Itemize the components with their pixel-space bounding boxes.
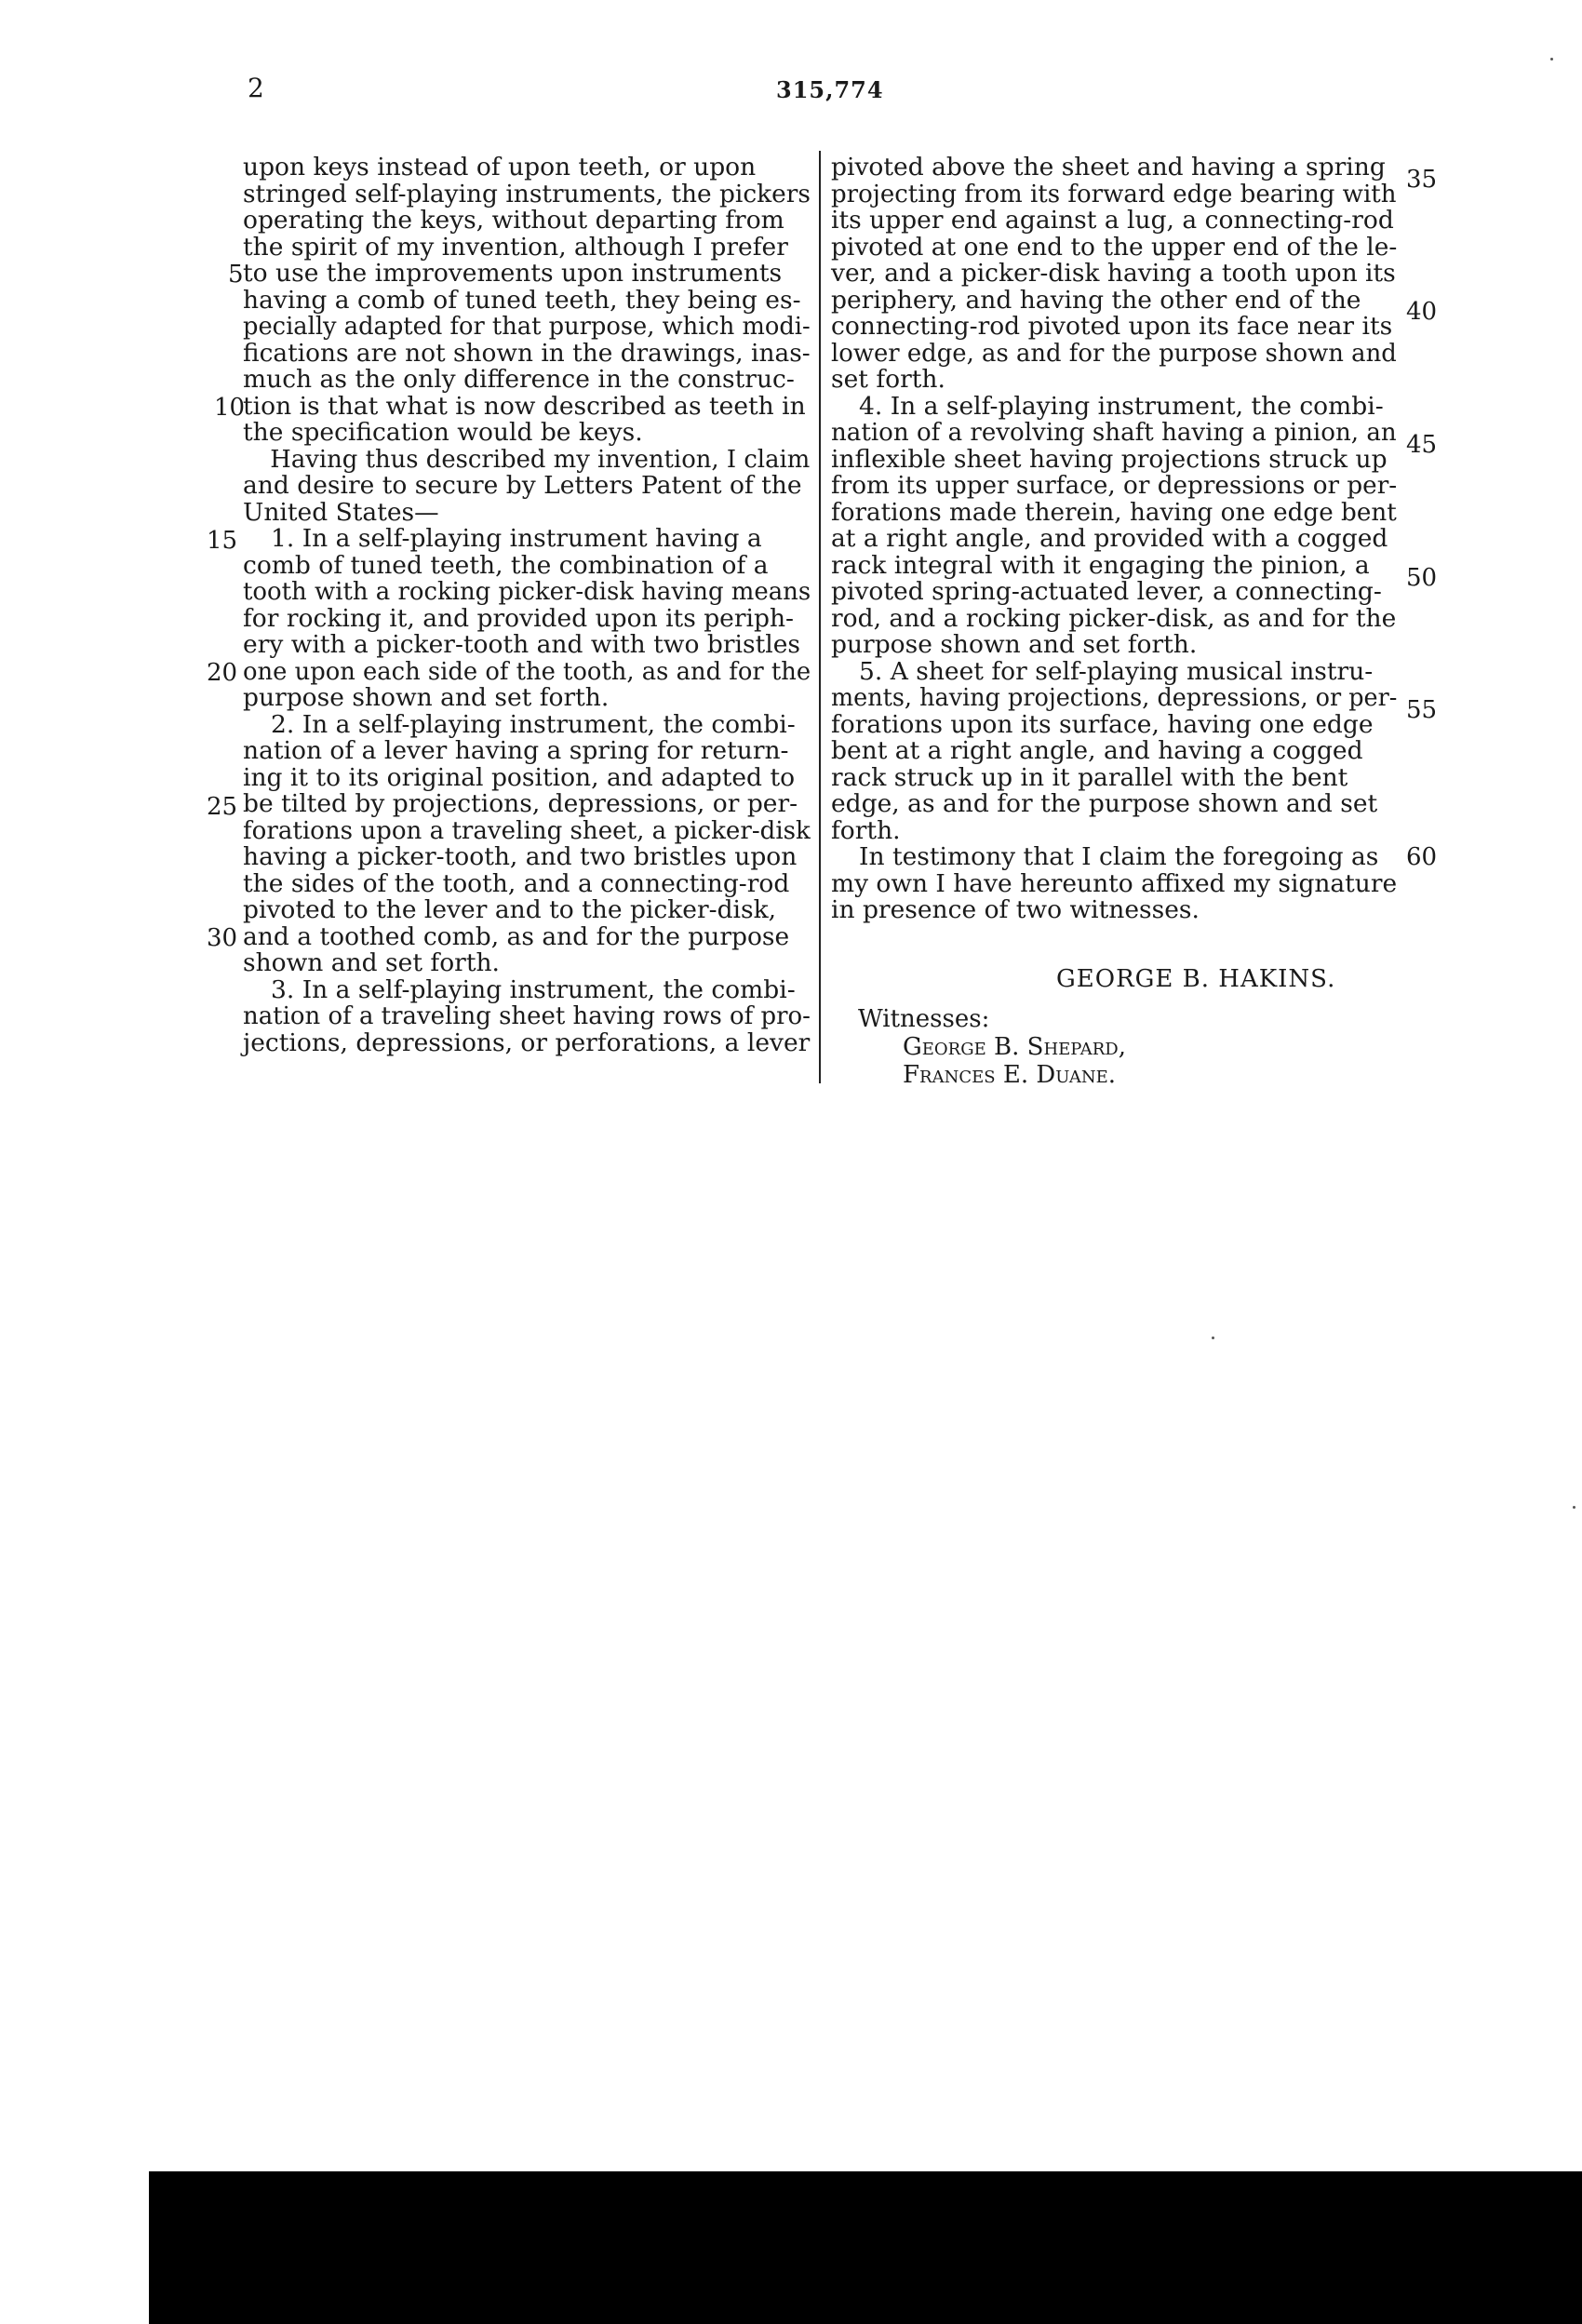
margin-line-number: 25: [207, 793, 238, 821]
text-line: ery with a picker-tooth and with two bristles: [243, 630, 800, 659]
text-line: one upon each side of the tooth, as and for the: [243, 656, 811, 686]
text-line: forations made therein, having one edge bent: [831, 497, 1397, 527]
claim-2-start: 2. In a self-playing instrument, the combi-: [271, 709, 796, 739]
witnesses-label: Witnesses:: [858, 1005, 990, 1033]
text-line: in presence of two witnesses.: [831, 895, 1200, 924]
text-line: rack integral with it engaging the pinion, a: [831, 550, 1370, 580]
text-line: shown and set forth.: [243, 948, 500, 977]
margin-line-number: 30: [207, 924, 238, 952]
patent-number: 315,774: [776, 76, 884, 103]
text-line: ments, having projections, depressions, or per-: [831, 683, 1398, 712]
scan-speck: [1212, 1337, 1214, 1339]
text-line: nation of a lever having a spring for return-: [243, 736, 789, 765]
text-line: fications are not shown in the drawings, inas-: [243, 338, 811, 368]
margin-line-number: 45: [1406, 431, 1438, 459]
text-line: much as the only difference in the construc-: [243, 365, 795, 394]
page-number: 2: [248, 73, 264, 103]
text-line: lower edge, as and for the purpose shown and: [831, 338, 1397, 368]
margin-line-number: 55: [1406, 696, 1438, 724]
text-line: having a comb of tuned teeth, they being es-: [243, 285, 801, 315]
text-line: at a right angle, and provided with a cogged: [831, 524, 1388, 553]
witness-name: George B. Shepard,: [903, 1033, 1126, 1061]
inventor-signature: GEORGE B. HAKINS.: [1056, 965, 1336, 993]
scan-speck: [1573, 1506, 1575, 1509]
text-line: forations upon its surface, having one edge: [831, 709, 1374, 739]
text-line: tion is that what is now described as teeth in: [243, 391, 806, 421]
scan-edge-band: [149, 2171, 1582, 2324]
text-line: the sides of the tooth, and a connecting-rod: [243, 868, 790, 898]
text-line: from its upper surface, or depressions or per-: [831, 471, 1398, 500]
claim-1-start: 1. In a self-playing instrument having a: [271, 524, 762, 553]
margin-line-number: 15: [207, 527, 238, 555]
text-line: tooth with a rocking picker-disk having means: [243, 577, 811, 606]
margin-line-number: 60: [1406, 843, 1438, 871]
text-line: purpose shown and set forth.: [831, 630, 1198, 659]
text-line: pecially adapted for that purpose, which modi-: [243, 312, 811, 341]
claim-4-start: 4. In a self-playing instrument, the combi-: [859, 391, 1384, 421]
text-line: inflexible sheet having projections struck up: [831, 444, 1388, 474]
claim-3-start: 3. In a self-playing instrument, the combi-: [271, 974, 796, 1004]
text-line: projecting from its forward edge bearing with: [831, 179, 1397, 208]
text-line: pivoted to the lever and to the picker-disk,: [243, 895, 777, 924]
margin-line-number: 50: [1406, 564, 1438, 592]
text-line: connecting-rod pivoted upon its face near its: [831, 312, 1393, 341]
text-line: pivoted at one end to the upper end of the le-: [831, 232, 1398, 262]
text-line: ver, and a picker-disk having a tooth upon its: [831, 259, 1396, 288]
column-divider: [819, 151, 821, 1083]
left-text-column: [243, 154, 811, 1056]
text-line: its upper end against a lug, a connecting-rod: [831, 206, 1394, 235]
text-line: stringed self-playing instruments, the pickers: [243, 179, 811, 208]
text-line: nation of a revolving shaft having a pinion, an: [831, 418, 1397, 447]
text-line: comb of tuned teeth, the combination of a: [243, 550, 769, 580]
text-line: pivoted spring-actuated lever, a connecting-: [831, 577, 1382, 606]
text-line: periphery, and having the other end of the: [831, 285, 1361, 315]
text-line: for rocking it, and provided upon its periph-: [243, 603, 794, 633]
text-line: forations upon a traveling sheet, a picker-disk: [243, 815, 811, 845]
text-line: the specification would be keys.: [243, 418, 643, 447]
text-line: edge, as and for the purpose shown and set: [831, 789, 1378, 818]
witness-name: Frances E. Duane.: [903, 1061, 1116, 1089]
scan-speck: [1550, 58, 1553, 60]
text-line: bent at a right angle, and having a cogged: [831, 736, 1363, 765]
margin-line-number: 5: [228, 261, 244, 289]
margin-line-number: 10: [214, 394, 246, 422]
text-line: pivoted above the sheet and having a spring: [831, 153, 1386, 181]
text-line: Having thus described my invention, I claim: [270, 444, 811, 474]
text-line: nation of a traveling sheet having rows of pro-: [243, 1001, 811, 1030]
text-line: my own I have hereunto affixed my signature: [831, 868, 1398, 898]
claim-5-start: 5. A sheet for self-playing musical instru-: [859, 656, 1374, 686]
text-line: jections, depressions, or perforations, a lever: [243, 1028, 811, 1057]
text-line: the spirit of my invention, although I prefer: [243, 232, 788, 262]
text-line: rack struck up in it parallel with the bent: [831, 762, 1348, 792]
testimony-start: In testimony that I claim the foregoing as: [859, 842, 1379, 871]
text-line: having a picker-tooth, and two bristles upon: [243, 842, 798, 871]
text-line: rod, and a rocking picker-disk, as and for the: [831, 603, 1397, 633]
text-line: United States—: [243, 497, 439, 527]
right-text-column: [831, 154, 1397, 924]
text-line: be tilted by projections, depressions, or per-: [243, 789, 798, 818]
text-line: purpose shown and set forth.: [243, 683, 610, 712]
text-line: and desire to secure by Letters Patent of the: [243, 471, 802, 500]
text-line: to use the improvements upon instruments: [243, 259, 783, 288]
text-line: operating the keys, without departing from: [243, 206, 784, 235]
text-line: forth.: [831, 815, 901, 845]
text-line: upon keys instead of upon teeth, or upon: [243, 153, 757, 181]
text-line: and a toothed comb, as and for the purpose: [243, 921, 790, 951]
margin-line-number: 20: [207, 659, 238, 687]
text-line: set forth.: [831, 365, 945, 394]
margin-line-number: 35: [1406, 166, 1438, 194]
text-line: ing it to its original position, and adapted to: [243, 762, 796, 792]
margin-line-number: 40: [1406, 298, 1438, 326]
